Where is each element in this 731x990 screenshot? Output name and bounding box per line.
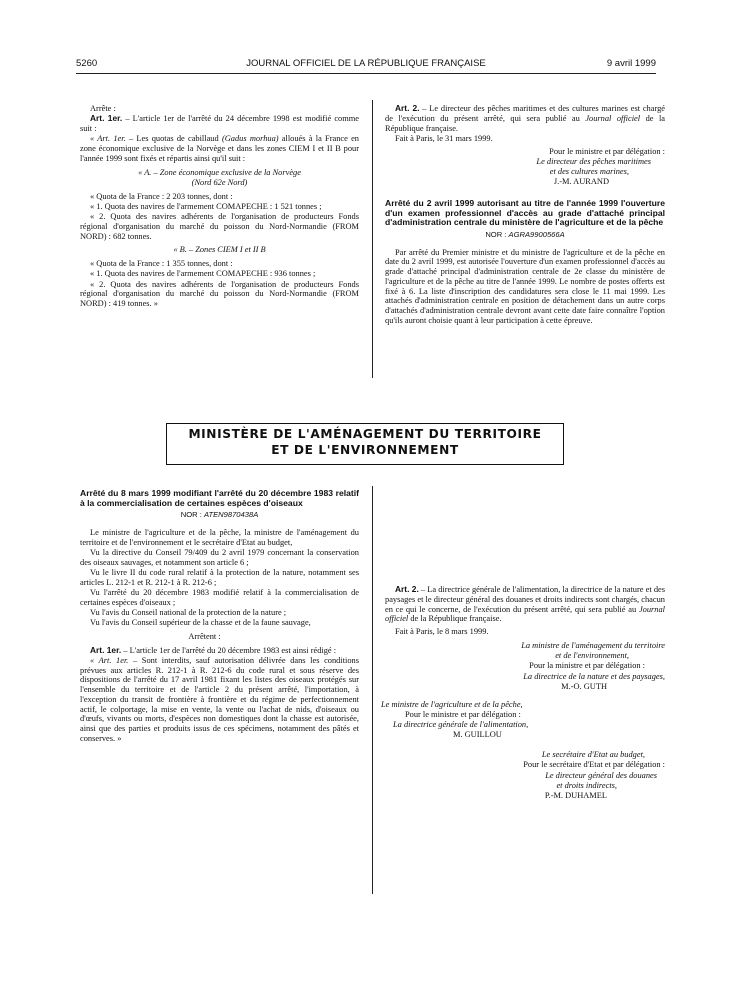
signature-a-name: M.-O. GUTH xyxy=(561,681,607,691)
nor-label: NOR : xyxy=(180,510,204,520)
art2-label: Art. 2. xyxy=(395,584,419,594)
art2-end: de la République française. xyxy=(408,614,502,624)
art1-label: Art. 1er. xyxy=(90,644,122,655)
signature-b-2: Pour le ministre et par délégation : xyxy=(405,709,521,719)
art2-text: – La directrice générale de l'alimentation, la directrice de la nature et des paysages et le directeur général des douanes et droits indirects sont chargés, chacun en ce qui le concerne, de l'exécution du présent arrêté, qui sera publié au xyxy=(385,585,665,614)
art1-text: – L'article 1er de l'arrêté du 24 décembre 1998 est modifié comme suit : xyxy=(80,114,359,133)
quote-italic: « Art. 1er. xyxy=(90,655,129,665)
header-rule xyxy=(76,73,656,74)
column-4 xyxy=(381,489,665,801)
zone-b-quota: « Quota de la France : 1 355 tonnes, dont : xyxy=(90,259,233,268)
art1-label: Art. 1er. xyxy=(90,113,123,124)
article-title: Arrêté du 2 avril 1999 autorisant au titre de l'année 1999 l'ouverture d'un examen professionnel d'accès au grade d'attaché principal d'administration centrale du ministère de l'agriculture et de la pêche xyxy=(385,198,665,228)
nor-reference xyxy=(385,230,665,240)
column-divider xyxy=(372,486,373,894)
zone-b-item-1: « 1. Quota des navires de l'armement COMAPECHE : 936 tonnes ; xyxy=(90,269,316,279)
zone-a-item-1: « 1. Quota des navires de l'armement COMAPECHE : 1 521 tonnes ; xyxy=(90,201,322,211)
ministry-line-1: MINISTÈRE DE L'AMÉNAGEMENT DU TERRITOIRE xyxy=(188,427,542,441)
art2-end: de la République française. xyxy=(385,113,666,133)
zone-a-subtitle: (Nord 62e Nord) xyxy=(191,177,248,187)
art2-paragraph xyxy=(385,585,665,624)
page-header xyxy=(76,56,656,72)
vu-4: Vu l'avis du Conseil national de la protection de la nature ; xyxy=(90,607,287,617)
page-number: 5260 xyxy=(76,58,98,69)
nor-code: ATEN9870438A xyxy=(203,510,259,520)
signature-a-4: La directrice de la nature et des paysages, xyxy=(523,671,665,681)
zone-a-item-2: « 2. Quota des navires adhérents de l'organisation de producteurs Fonds régional d'organisation du marché du poisson du Nord-Normandie (FROM NORD) : 682 tonnes. xyxy=(80,212,359,241)
species-name: (Gadus morhua) xyxy=(221,134,279,144)
article-body: Par arrêté du Premier ministre et du ministre de l'agriculture et de la pêche en date du 2 avril 1999, est autorisée l'ouverture d'un examen professionnel d'accès au grade d'attaché principal d'administration centrale de 2e classe du ministère de l'agriculture et de la pêche au titre de l'année 1999. Le nombre de postes offerts est fixé à 6. La liste d'inscription des candidatures sera close le 11 mai 1999. Les attachés d'administration centrale en position de détachement dans un autre corps d'attachés d'administration centrale devront avant cette date faire connaître l'option qu'ils auront choisie quant à leur participation à cette épreuve. xyxy=(385,247,665,325)
signature-line-3: et des cultures marines, xyxy=(549,167,629,176)
signature-line-2: Le directeur des pêches maritimes xyxy=(536,156,651,166)
journal-officiel: Journal officiel xyxy=(385,604,665,624)
nor-code: AGRA9900566A xyxy=(508,229,565,239)
journal-title: JOURNAL OFFICIEL DE LA RÉPUBLIQUE FRANÇAISE xyxy=(246,58,486,69)
signature-b-name: M. GUILLOU xyxy=(453,730,502,740)
article-title: Arrêté du 8 mars 1999 modifiant l'arrêté du 20 décembre 1983 relatif à la commercialisation de certaines espèces d'oiseaux xyxy=(80,488,359,508)
signature-a-1: La ministre de l'aménagement du territoire xyxy=(521,640,665,650)
quote-intro xyxy=(80,134,359,163)
art1-quote xyxy=(80,656,359,744)
vu-3: Vu l'arrêté du 20 décembre 1983 modifié relatif à la commercialisation de certaines espèces d'oiseaux ; xyxy=(80,587,359,607)
issue-date: 9 avril 1999 xyxy=(606,58,656,69)
ministry-heading xyxy=(166,423,564,465)
preamble: Le ministre de l'agriculture et de la pêche, la ministre de l'aménagement du territoire et de l'environnement et le secrétaire d'Etat au budget, xyxy=(80,527,359,547)
vu-2: Vu le livre II du code rural relatif à la protection de la nature, notamment ses articles L. 212-1 et R. 212-1 à R. 212-6 ; xyxy=(80,567,359,587)
signature-c-name: P.-M. DUHAMEL xyxy=(544,791,607,800)
done-at-paris: Fait à Paris, le 31 mars 1999. xyxy=(395,133,493,143)
vu-5: Vu l'avis du Conseil supérieur de la chasse et de la faune sauvage, xyxy=(90,618,311,628)
zone-b-item-2: « 2. Quota des navires adhérents de l'organisation de producteurs Fonds régional d'organisation du marché du poisson du Nord-Normandie (FROM NORD) : 419 tonnes. » xyxy=(80,279,359,308)
quote-intro-text: – Les quotas de cabillaud xyxy=(125,134,222,144)
art2-text: – Le directeur des pêches maritimes et des cultures marines est chargé de l'exécution du présent arrêté, qui sera publié au xyxy=(385,104,665,123)
quote-intro-italic: « Art. 1er. xyxy=(90,134,126,144)
arrete-heading: Arrête : xyxy=(90,104,116,113)
zone-a-quota: « Quota de la France : 2 203 tonnes, dont : xyxy=(90,191,233,201)
journal-officiel: Journal officiel xyxy=(585,113,641,123)
art1-text: – L'article 1er de l'arrêté du 20 décembre 1983 est ainsi rédigé : xyxy=(121,645,337,655)
nor-label: NOR : xyxy=(485,229,509,239)
column-2 xyxy=(385,104,665,326)
signature-name: J.-M. AURAND xyxy=(553,177,609,187)
column-divider xyxy=(372,100,373,378)
quote-intro-rest: alloués à la France en zone économique exclusive de la Norvège et dans les zones CIEM I et II B pour l'année 1999 sont fixés et répartis ainsi qu'il suit : xyxy=(80,134,359,163)
column-3 xyxy=(80,489,359,744)
zone-b-title: « B. – Zones CIEM I et II B xyxy=(173,245,266,255)
column-1 xyxy=(80,104,359,309)
arretent-heading: Arrêtent : xyxy=(188,631,221,641)
vu-1: Vu la directive du Conseil 79/409 du 2 avril 1979 concernant la conservation des oiseaux sauvages, et notamment son article 6 ; xyxy=(80,547,359,567)
signature-a-3: Pour la ministre et par délégation : xyxy=(529,661,645,671)
art2-label: Art. 2. xyxy=(395,103,420,113)
signature-b-1: Le ministre de l'agriculture et de la pêche, xyxy=(381,699,523,709)
signature-line-1: Pour le ministre et par délégation : xyxy=(549,146,665,156)
art2-paragraph xyxy=(385,104,665,133)
signature-c-4: et droits indirects, xyxy=(556,780,617,790)
ministry-line-2: ET DE L'ENVIRONNEMENT xyxy=(271,442,459,457)
signature-c-3: Le directeur général des douanes xyxy=(545,770,657,780)
signature-c-1: Le secrétaire d'Etat au budget, xyxy=(541,750,645,759)
signature-b-3: La directrice générale de l'alimentation, xyxy=(393,720,529,729)
zone-a-title: « A. – Zone économique exclusive de la Norvège xyxy=(138,167,301,177)
quote-text: – Sont interdits, sauf autorisation délivrée dans les conditions prévues aux articles R. 212-1 à R. 212-6 du code rural et sous réserve des dispositions de l'arrêté du 17 avril 1981 fixant les listes des oiseaux protégés sur l'ensemble du territoire et de l'article 2 du présent arrêté, l'importation, à l'exception du transit de frontière à frontière et du régime de perfectionnement actif, le colportage, la mise en vente, la vente ou l'achat de nids, d'oiseaux ou d'œufs, vivants ou morts, d'espèces non domestiques dont la chasse est autorisée, ainsi que des parties et produits issus de ces spécimens, notamment des pâtés et conserves. » xyxy=(80,655,359,743)
art1-paragraph xyxy=(80,114,359,134)
nor-reference xyxy=(80,510,359,520)
done-at-paris: Fait à Paris, le 8 mars 1999. xyxy=(395,627,489,636)
art1-paragraph xyxy=(80,646,359,656)
signature-c-2: Pour le secrétaire d'Etat et par délégation : xyxy=(523,760,665,770)
signature-a-2: et de l'environnement, xyxy=(555,651,629,660)
